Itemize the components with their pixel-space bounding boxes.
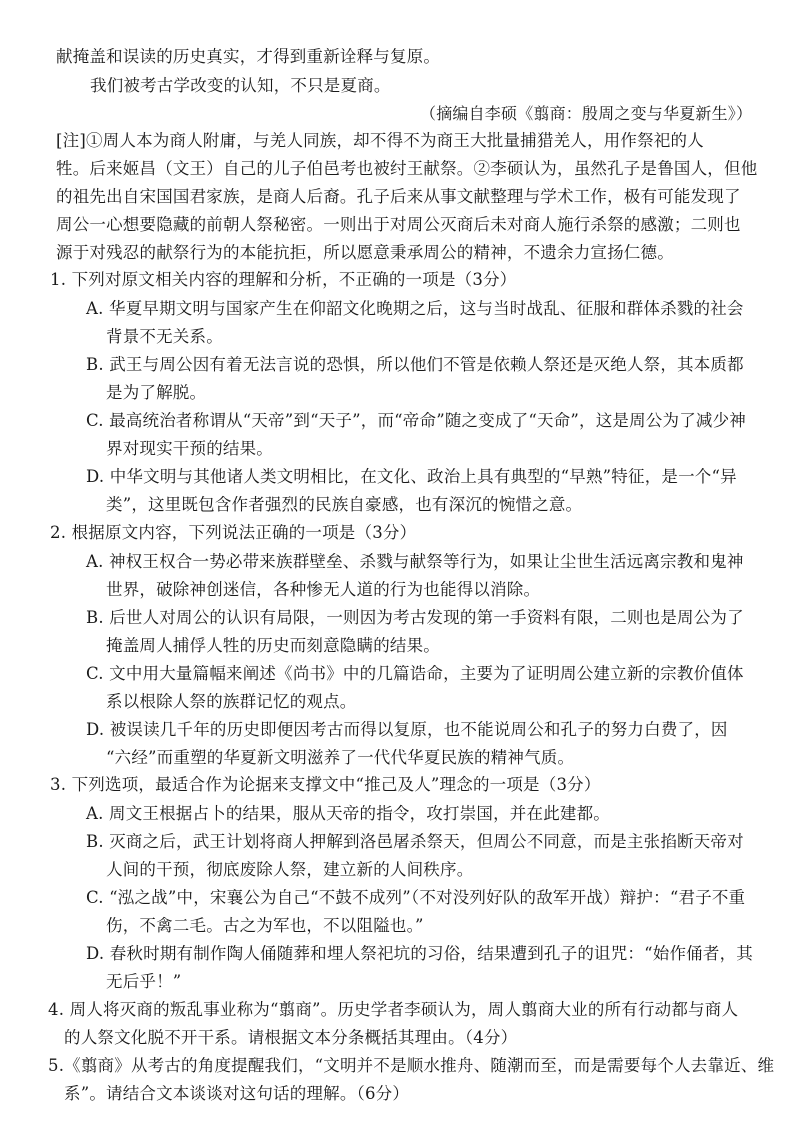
- question-1-stem: 1. 下列对原文相关内容的理解和分析，不正确的一项是（3分）: [50, 270, 517, 289]
- note-line: 源于对残忍的献祭行为的本能抗拒，所以愿意秉承周公的精神，不遗余力宣扬仁德。: [56, 243, 674, 262]
- question-1-option-c-cont: 界对现实干预的结果。: [106, 439, 273, 458]
- question-3-option-b-cont: 人间的干预，彻底废除人祭，建立新的人间秩序。: [106, 860, 474, 879]
- question-3-option-a: A. 周文王根据占卜的结果，服从天帝的指令，攻打崇国，并在此建都。: [86, 804, 611, 823]
- question-2-option-b-cont: 掩盖周人捕俘人牲的历史而刻意隐瞒的结果。: [106, 636, 440, 655]
- question-4-line: 4. 周人将灭商的叛乱事业称为“翦商”。历史学者李硕认为，周人翦商大业的所有行动都与商人: [48, 1000, 739, 1019]
- question-4-line-cont: 的人祭文化脱不开干系。请根据文本分条概括其理由。（4分）: [64, 1028, 518, 1047]
- question-3-option-d-cont: 无后乎！”: [106, 972, 182, 991]
- question-3-stem: 3. 下列选项，最适合作为论据来支撑文中“推己及人”理念的一项是（3分）: [50, 775, 601, 794]
- question-1-option-a-cont: 背景不无关系。: [106, 327, 223, 346]
- passage-line: 我们被考古学改变的认知，不只是夏商。: [90, 76, 391, 95]
- question-1-option-b-cont: 是为了解脱。: [106, 383, 207, 402]
- note-line: 的祖先出自宋国国君家族，是商人后裔。孔子后来从事文献整理与学术工作，极有可能发现了: [56, 187, 741, 206]
- question-2-option-c: C. 文中用大量篇幅来阐述《尚书》中的几篇诰命，主要为了证明周公建立新的宗教价值体: [86, 664, 744, 683]
- question-2-option-b: B. 后世人对周公的认识有局限，一则因为考古发现的第一手资料有限，二则也是周公为了: [86, 608, 744, 627]
- question-2-option-d-cont: “六经”而重塑的华夏新文明滋养了一代代华夏民族的精神气质。: [106, 748, 575, 767]
- question-5-line-cont: 系”。请结合文本谈谈对这句话的理解。（6分）: [64, 1084, 410, 1103]
- note-line: 周公一心想要隐藏的前朝人祭秘密。一则出于对周公灭商后未对商人施行杀祭的感激；二则也: [56, 215, 741, 234]
- passage-line: 献掩盖和误读的历史真实，才得到重新诠释与复原。: [56, 47, 441, 66]
- question-3-option-b: B. 灭商之后，武王计划将商人押解到洛邑屠杀祭天，但周公不同意，而是主张掐断天帝对: [86, 832, 744, 851]
- question-1-option-a: A. 华夏早期文明与国家产生在仰韶文化晚期之后，这与当时战乱、征服和群体杀戮的社会: [86, 299, 744, 318]
- question-2-option-a-cont: 世界，破除神创迷信，各种惨无人道的行为也能得以消除。: [106, 580, 541, 599]
- question-1-option-d-cont: 类”，这里既包含作者强烈的民族自豪感，也有深沉的惋惜之意。: [106, 495, 583, 514]
- question-1-option-d: D. 中华文明与其他诸人类文明相比，在文化、政治上具有典型的“早熟”特征，是一个“异: [86, 467, 737, 486]
- question-2-option-a: A. 神权王权合一势必带来族群壁垒、杀戮与献祭等行为，如果让尘世生活远离宗教和鬼神: [86, 552, 744, 571]
- question-3-option-c: C. “泓之战”中，宋襄公为自己“不鼓不成列”（不对没列好队的敌军开战）辩护：“君子不重: [86, 888, 746, 907]
- question-5-line: 5.《翦商》从考古的角度提醒我们，“文明并不是顺水推舟、随潮而至，而是需要每个人去靠近、维: [48, 1056, 775, 1075]
- question-3-option-d: D. 春秋时期有制作陶人俑随葬和埋人祭祀坑的习俗，结果遭到孔子的诅咒：“始作俑者，其: [86, 944, 753, 963]
- question-2-option-c-cont: 系以根除人祭的族群记忆的观点。: [106, 692, 357, 711]
- question-1-option-c: C. 最高统治者称谓从“天帝”到“天子”，而“帝命”随之变成了“天命”，这是周公为了减少神: [86, 411, 747, 430]
- question-1-option-b: B. 武王与周公因有着无法言说的恐惧，所以他们不管是依赖人祭还是灭绝人祭，其本质都: [86, 355, 744, 374]
- question-3-option-c-cont: 伤，不禽二毛。古之为军也，不以阻隘也。”: [106, 916, 424, 935]
- note-line: [注]①周人本为商人附庸，与羌人同族，却不得不为商王大批量捕猎羌人，用作祭祀的人: [56, 131, 704, 150]
- question-2-stem: 2. 根据原文内容，下列说法正确的一项是（3分）: [50, 523, 417, 542]
- passage-source: （摘编自李硕《翦商：殷周之变与华夏新生》）: [420, 104, 753, 123]
- note-line: 牲。后来姬昌（文王）自己的儿子伯邑考也被纣王献祭。②李硕认为，虽然孔子是鲁国人，但他: [56, 159, 758, 178]
- question-2-option-d: D. 被误读几千年的历史即便因考古而得以复原，也不能说周公和孔子的努力白费了，因: [86, 720, 728, 739]
